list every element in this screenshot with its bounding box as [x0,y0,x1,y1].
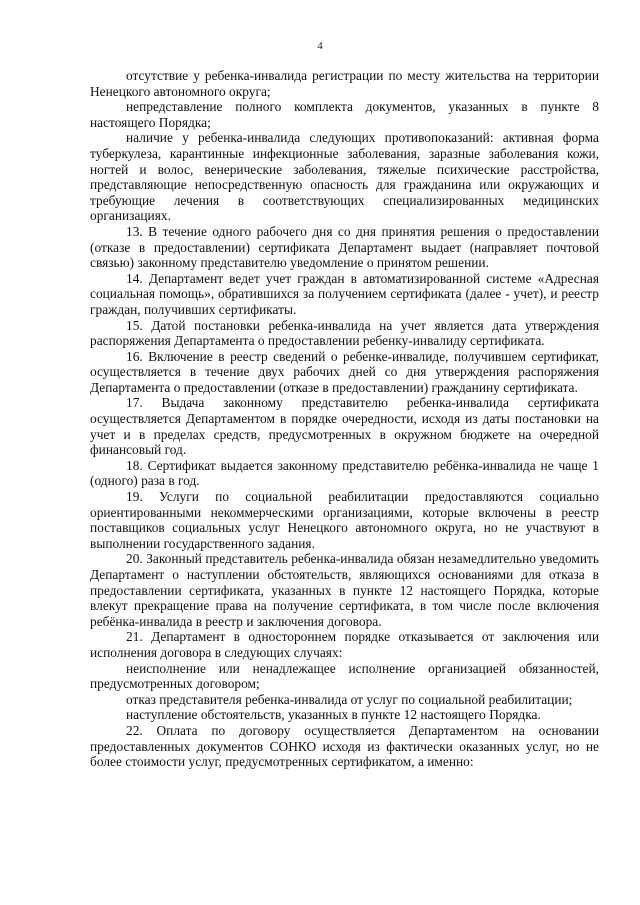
paragraph: 21. Департамент в одностороннем порядке отказывается от заключения или исполнения договора в следующих случаях: [90,629,599,660]
paragraph: 18. Сертификат выдается законному представителю ребёнка-инвалида не чаще 1 (одного) раза в год. [90,457,599,489]
document-body [90,68,599,770]
paragraph: 16. Включение в реестр сведений о ребенке-инвалиде, получившем сертификат, осуществляется в течение двух рабочих дней со дня утверждения распоряжения Департамента о предоставлении (отказе в предоставлении) гражданину сертификата. [90,348,599,395]
paragraph: отсутствие у ребенка-инвалида регистрации по месту жительства на территории Ненецкого автономного округа; [90,68,599,99]
paragraph: 22. Оплата по договору осуществляется Департаментом на основании предоставленных документов СОНКО исходя из фактически оказанных услуг, но не более стоимости услуг, предусмотренных сертификатом, а именно: [90,722,599,770]
paragraph: 14. Департамент ведет учет граждан в автоматизированной системе «Адресная социальная помощь», обратившихся за получением сертификата (далее - учет), и реестр граждан, получивших сертификаты. [90,270,599,317]
paragraph: непредставление полного комплекта документов, указанных в пункте 8 настоящего Порядка; [90,99,599,130]
paragraph: 13. В течение одного рабочего дня со дня принятия решения о предоставлении (отказе в предоставлении) сертификата Департамент выдает (направляет почтовой связью) законному представителю уведомление о принятом решении. [90,223,599,271]
paragraph: 17. Выдача законному представителю ребенка-инвалида сертификата осуществляется Департаментом в порядке очередности, исходя из даты постановки на учет и в пределах средств, предусмотренных в окружном бюджете на очередной финансовый год. [90,395,599,458]
paragraph: наличие у ребенка-инвалида следующих противопоказаний: активная форма туберкулеза, карантинные инфекционные заболевания, заразные заболевания кожи, ногтей и волос, венерические заболевания, тяжелые психические расстройства, представляющие непосредственную опасность для гражданина или окружающих и требующие лечения в соответствующих специализированных медицинских организациях. [90,130,599,224]
paragraph: отказ представителя ребенка-инвалида от услуг по социальной реабилитации; [126,691,573,707]
paragraph: 19. Услуги по социальной реабилитации предоставляются социально ориентированными некоммерческими организациями, которые включены в реестр поставщиков социальных услуг Ненецкого автономного округа, но не участвуют в выполнении государственного задания. [90,489,599,551]
page-number: 4 [317,40,323,52]
paragraph: наступление обстоятельств, указанных в пункте 12 настоящего Порядка. [126,707,541,723]
paragraph: 15. Датой постановки ребенка-инвалида на учет является дата утверждения распоряжения Департамента о предоставлении ребенку-инвалиду сертификата. [90,317,599,349]
paragraph: неисполнение или ненадлежащее исполнение организацией обязанностей, предусмотренных договором; [90,660,599,692]
paragraph: 20. Законный представитель ребенка-инвалида обязан незамедлительно уведомить Департамент о наступлении обстоятельств, являющихся основаниями для отказа в предоставлении сертификата, указанных в пункте 12 настоящего Порядка, которые влекут прекращение права на получение сертификата, в том числе после включения ребёнка-инвалида в реестр и заключения договора. [90,551,599,629]
